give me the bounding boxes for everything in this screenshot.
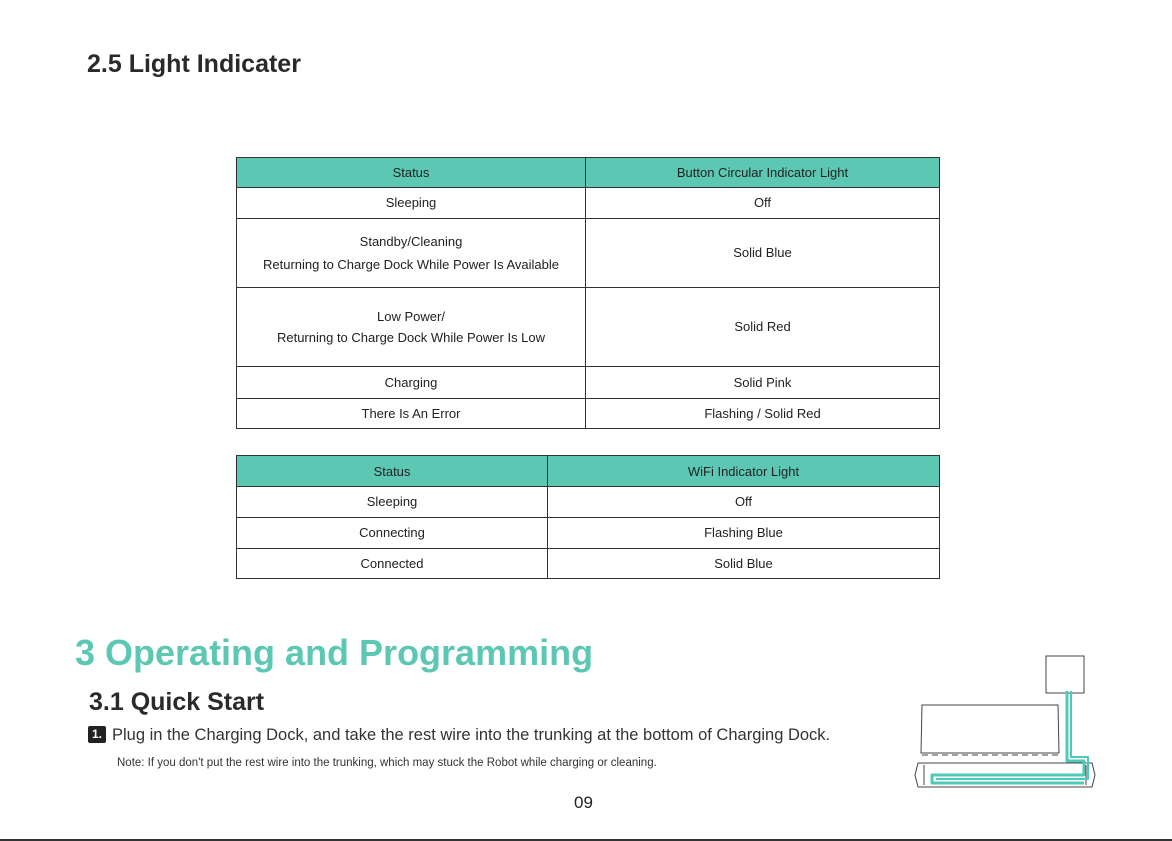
light-cell: Off — [586, 188, 940, 219]
section-3-title: 3 Operating and Programming — [75, 632, 594, 673]
table-row — [237, 288, 940, 367]
table-row — [237, 399, 940, 429]
status-cell: Low Power/ Returning to Charge Dock While Power Is Low — [237, 288, 586, 367]
light-cell: Solid Blue — [586, 219, 940, 288]
step-number-badge: 1. — [88, 726, 106, 743]
light-cell: Solid Pink — [586, 367, 940, 399]
light-cell: Flashing Blue — [548, 518, 940, 549]
light-cell: Flashing / Solid Red — [586, 399, 940, 429]
table-header-status: Status — [237, 158, 586, 188]
wifi-indicator-table — [236, 455, 940, 579]
table-row — [237, 367, 940, 399]
section-2-5-title: 2.5 Light Indicater — [87, 50, 301, 78]
status-cell: Sleeping — [237, 188, 586, 219]
status-cell: Sleeping — [237, 487, 548, 518]
table-header-button-light: Button Circular Indicator Light — [586, 158, 940, 188]
step-note: Note: If you don't put the rest wire into the trunking, which may stuck the Robot while charging or cleaning. — [117, 757, 657, 769]
table-row — [237, 518, 940, 549]
status-cell: Connected — [237, 549, 548, 579]
status-cell: Standby/Cleaning Returning to Charge Dock While Power Is Available — [237, 219, 586, 288]
light-cell: Off — [548, 487, 940, 518]
table-row — [237, 188, 940, 219]
status-cell: There Is An Error — [237, 399, 586, 429]
light-cell: Solid Red — [586, 288, 940, 367]
light-cell: Solid Blue — [548, 549, 940, 579]
step-text: Plug in the Charging Dock, and take the rest wire into the trunking at the bottom of Charging Dock. — [112, 726, 831, 744]
table-row — [237, 549, 940, 579]
status-cell: Connecting — [237, 518, 548, 549]
button-indicator-table — [236, 157, 940, 429]
table-header-status: Status — [237, 456, 548, 487]
quick-start-step-1 — [88, 726, 830, 745]
section-3-1-title: 3.1 Quick Start — [89, 688, 265, 716]
charging-dock-wire-icon — [912, 655, 1098, 796]
table-header-wifi-light: WiFi Indicator Light — [548, 456, 940, 487]
page-number: 09 — [574, 793, 593, 812]
status-cell: Charging — [237, 367, 586, 399]
table-row — [237, 219, 940, 288]
table-row — [237, 487, 940, 518]
